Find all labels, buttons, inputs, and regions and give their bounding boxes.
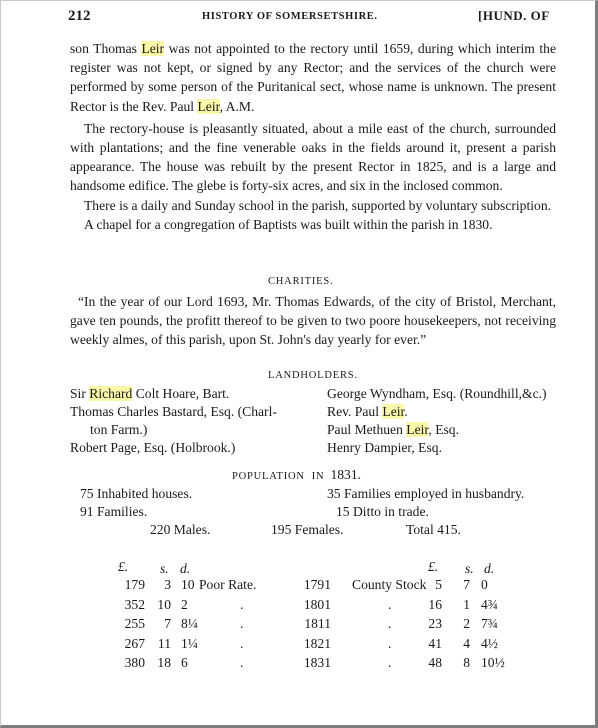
rates-cell-sr: 1 (463, 596, 470, 612)
rates-cell-dr: 10½ (481, 655, 505, 670)
rates-cell-mid-right: . (388, 655, 392, 670)
population-families: 91 Families. (80, 504, 148, 519)
landholder-rev-leir: Rev. Paul Leir. (327, 404, 408, 419)
rates-cell-mid: . (240, 616, 244, 631)
rates-cell-pr: 48 (428, 655, 442, 670)
population-husbandry: 35 Families employed in husbandry. (327, 486, 525, 501)
highlight-leir: Leir (197, 98, 220, 114)
rates-cell-dr: 4¾ (481, 596, 498, 612)
header-shillings-right: s. (465, 561, 474, 576)
rates-cell-sl: 10 (157, 596, 171, 612)
rates-cell-sl: 11 (157, 635, 171, 651)
header-pounds-right: £. (428, 559, 439, 574)
landholder-bastard: Thomas Charles Bastard, Esq. (Charl- (70, 404, 277, 419)
paragraph-school: There is a daily and Sunday school in the parish, supported by voluntary subscription. (84, 197, 552, 213)
rates-cell-dl: 6 (181, 655, 188, 670)
rates-cell-dr: 4½ (481, 635, 498, 651)
charities-heading: CHARITIES. (268, 276, 334, 287)
header-pence-left: d. (180, 561, 191, 576)
population-trade: 15 Ditto in trade. (336, 504, 429, 519)
rates-cell-mid-right: . (388, 616, 392, 631)
header-pounds-left: £. (118, 559, 129, 574)
rates-cell-dl: 8¼ (181, 616, 198, 631)
rates-cell-sl: 3 (164, 577, 171, 592)
paragraph-rector: son Thomas Leir was not appointed to the rectory until 1659, during which interim the register was not kept, or signed by any Rector; and the services of the church were performed by some person of the Puritanical sect, whose name is unknown. The present Rector is the Rev. Paul Leir, A.M. (70, 41, 556, 114)
population-houses: 75 Inhabited houses. (80, 486, 193, 501)
population-females: 195 Females. (271, 522, 344, 537)
rates-cell-year: 1801 (303, 596, 331, 612)
rates-cell-pl: 352 (124, 596, 145, 612)
highlight-richard: Richard (89, 386, 133, 401)
rates-cell-pr: 41 (428, 635, 442, 651)
rates-cell-mid: . (240, 596, 244, 612)
highlight-leir: Leir (382, 404, 405, 419)
header-shillings-left: s. (160, 561, 169, 576)
rates-cell-year: 1811 (304, 616, 331, 631)
rates-cell-dl: 1¼ (181, 635, 198, 651)
highlight-leir: Leir (406, 422, 429, 437)
landholder-methuen-leir: Paul Methuen Leir, Esq. (327, 422, 459, 437)
rates-cell-sr: 8 (463, 655, 470, 670)
rates-cell-dl: 2 (181, 596, 188, 612)
paragraph-rectory-house: The rectory-house is pleasantly situated, about a mile east of the church, surrounded with plantations; and the fine venerable oaks in the fields around it, present a parish appearance. The house was rebuilt by the present Rector in 1825, and is a large and handsome edifice. The glebe is forty-six acres, and six in the inclosed common. (70, 120, 556, 194)
rates-cell-pr: 16 (428, 596, 442, 612)
rates-cell-sl: 7 (164, 616, 171, 631)
rates-cell-pr: 5 (435, 577, 442, 592)
rates-cell-sl: 18 (157, 655, 171, 670)
population-total: Total 415. (406, 522, 461, 537)
rates-cell-mid-right: . (388, 596, 392, 612)
running-hundred: [HUND. OF (478, 8, 550, 23)
header-pence-right: d. (484, 561, 495, 576)
rates-cell-pl: 380 (124, 655, 145, 670)
paragraph-chapel: A chapel for a congregation of Baptists was built within the parish in 1830. (84, 216, 493, 232)
rates-cell-pl: 267 (124, 635, 145, 651)
rates-cell-sr: 2 (463, 616, 470, 631)
rates-cell-year: 1831 (303, 655, 331, 670)
rates-cell-dr: 0 (481, 577, 488, 592)
rates-cell-pr: 23 (428, 616, 442, 631)
rates-cell-sr: 4 (463, 635, 470, 651)
rates-cell-year: 1791 (303, 577, 331, 592)
rates-cell-dl: 10 (181, 577, 195, 592)
population-heading: POPULATION IN 1831. (232, 467, 362, 482)
rates-cell-sr: 7 (463, 577, 470, 592)
rates-cell-dr: 7¾ (481, 616, 498, 631)
page-number: 212 (68, 8, 91, 24)
poor-rate-label: Poor Rate. (199, 577, 257, 592)
landholder-wyndham: George Wyndham, Esq. (Roundhill,&c.) (327, 386, 547, 401)
rates-cell-pl: 255 (124, 616, 145, 631)
rates-cell-mid-right: . (388, 635, 392, 651)
rates-cell-mid: . (240, 655, 244, 670)
landholder-page: Robert Page, Esq. (Holbrook.) (70, 440, 236, 455)
population-males: 220 Males. (150, 522, 211, 537)
landholder-bastard-cont: ton Farm.) (90, 422, 148, 437)
rates-cell-mid: . (240, 635, 244, 651)
rates-cell-year: 1821 (303, 635, 331, 651)
landholder-dampier: Henry Dampier, Esq. (327, 440, 442, 455)
landholders-heading: LANDHOLDERS. (268, 370, 358, 381)
running-title: HISTORY OF SOMERSETSHIRE. (202, 11, 378, 22)
county-stock-label: County Stock (352, 577, 427, 592)
landholder-hoare: Sir Richard Colt Hoare, Bart. (70, 386, 230, 401)
rates-cell-pl: 179 (124, 577, 145, 592)
charities-text: “In the year of our Lord 1693, Mr. Thomas Edwards, of the city of Bristol, Merchant, gave ten pounds, the profitt thereof to be given to two poore housekeepers, not receiving weekly almes, of this parish, upon St. John's day yearly for ever.” (70, 294, 556, 348)
highlight-leir: Leir (141, 41, 165, 56)
